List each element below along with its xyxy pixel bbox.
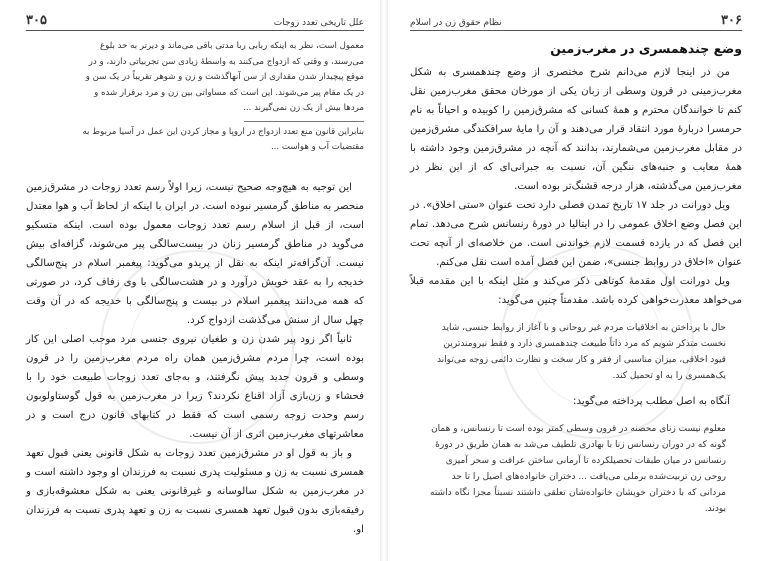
body-text-right (410, 63, 742, 517)
quote-line: مردانی که با دختران خویشان خانواده‌شان تعلقی داشتند نسبتاً مجزا نگاه داشته بودند. (430, 488, 726, 514)
footnote-line: مردها بیش از یک زن نمی‌گیرند ... (243, 103, 364, 113)
left-page (0, 0, 378, 561)
quote-line: معلوم نیست زنای محصنه در قرون وسطی کمتر بوده است تا رنسانس، و همان (431, 424, 726, 434)
quote-line: حال با پرداختن به اخلاقیات مردم غیر روحانی و با آغاز از روابط جنسی، شاید (441, 323, 726, 333)
running-title-left: علل تاریخی تعدد زوجات (273, 18, 364, 28)
block-quote-1 (430, 320, 726, 384)
paragraph: من در اینجا لازم می‌دانم شرح مختصری از وضع چندهمسری به شکل مغرب‌زمینی در قرون وسطی از زبان یکی از مورخان محقق مغرب‌زمین نقل کنم تا خوانندگان محترم و همهٔ کسانی که مشرق‌زمین را کوبیده و احیاناً به نام حرمسرا دربارهٔ مورد انتقاد قرار می‌دهند و آن را مایهٔ سرافکندگی مشرق‌زمین در مقابل مغرب‌زمین می‌شمارند، بدانند که آنچه در مشرق‌زمین وجود داشته با همهٔ معایب و جنبه‌های ننگین آن، نسبت به جبرانی‌ای که از این نظر در مغرب‌زمین می‌گذشته، هزار درجه قشنگ‌تر بوده است. (410, 67, 742, 192)
footnote-divider (244, 121, 364, 122)
footnote-line: می‌رسند، و وقتی که ازدواج می‌کنند به واسطهٔ زیادی سن تجربیاتی دارند، و در (88, 56, 364, 67)
paragraph: ویل دورانت اول مقدمهٔ کوتاهی ذکر می‌کند و مثل اینکه با این مقدمه قبلاً می‌خواهد معذرت‌خواهی کرده باشد. مقدمتاً چنین می‌گوید: (410, 276, 742, 306)
book-gutter (380, 0, 388, 561)
body-text-left (26, 178, 364, 539)
footnote-line: معمول است، نظر به اینکه ربابی ربا مدتی باقی می‌ماند و دیرتر به حد بلوغ (100, 41, 364, 51)
quote-line: روحی زن تربیت‌شده برملی می‌یافت ... دختران خانواده‌های اصیل را تا حد (451, 472, 726, 482)
paragraph: ویل دورانت در جلد ۱۷ تاریخ تمدن فصلی دارد تحت عنوان «ستی اخلاق». در این فصل وضع اخلاق عمومی را در ایتالیا در دورهٔ رنسانس شرح می‌دهد. تمام این فصل که در یازده قسمت لازم خواندنی است. من خلاصه‌ای از آنچه تحت عنوان «اخلاق در روابط جنسی»، ضمن این فصل آمده است نقل می‌کنم. (410, 200, 742, 268)
paragraph: ثانیاً اگر زود پیر شدن زن و طغیان نیروی جنسی مرد موجب اصلی این کار بوده است، چرا مردم مشرق‌زمین همان راه مردم مغرب‌زمین را در قرون وسطی و قرون جدید پیش نگرفتند، و به‌جای تعدد زوجات طبیعت خود را با فحشاء و زن‌بازی آزاد اقناع نکردند؟ زیرا در مغرب‌زمین به قول گوستاولوبون رسم وحدت زوجه رسمی است که فقط در کتابهای قانون درج است و در معاشرتهای مغرب‌زمین اثری از آن نیست. (26, 333, 364, 440)
footnote-block (26, 39, 364, 156)
footnote-line: موقع پیچیدار شدن مقداری از سن آنهاگذشت و زن و شوهر تقریباً در یک سن و (85, 72, 364, 82)
block-quote-2 (430, 421, 726, 517)
running-head-left (26, 10, 364, 31)
quote-line: رنسانس در میان طبقات تحصیلکرده تا آرمانی ساختن عرافت و سحر آمیزی (445, 456, 726, 466)
paragraph: و باز به قول او در مشرق‌زمین تعدد زوجات به شکل قانونی یعنی قبول تعهد همسری نسبت به زن و مسئولیت پدری نسبت به فرزندان او وجود داشته است و در مغرب‌زمین به شکل سالوسانه و غیرقانونی یعنی به شکل معشوقه‌بازی و رفیقه‌بازی بدون قبول تعهد همسری نسبت به زن و تعهد پدری نسبت به فرزندان او. (26, 447, 364, 535)
page-number-right: ۳۰۶ (721, 13, 742, 28)
quote-line: یک‌همسری را به او تحمیل کند. (612, 371, 726, 381)
quote-line: نخست متذکر شویم که مرد ذاتاً طبیعت چندهمسری دارد و فقط نیرومندترین (443, 339, 726, 349)
lead-in-line: آنگاه به اصل مطلب پرداخته می‌گوید: (573, 396, 730, 407)
footnote-line: بنابراین قانون منع تعدد ازدواج در اروپا و مجاز کردن این عمل در آسیا مربوط به (82, 126, 364, 137)
quote-line: گونه که در دوران رنسانس زنا با بهادری تلطیف می‌شد به همان طریق در دورهٔ (435, 440, 726, 450)
paragraph: این توجیه به هیچ‌وجه صحیح نیست، زیرا اولاً رسم تعدد زوجات در مشرق‌زمین منحصر به مناطق گرمسیر نبوده است. در ایران با اینکه از لحاظ آب و هوا معتدل است، از قبل از اسلام رسم تعدد زوجات معمول بوده است. اینکه متسکیو می‌گوید در مناطق گرمسیر زنان در بیست‌سالگی پیر می‌شوند، گزافه‌ای بیش نیست. آن‌گزافه‌تر اینکه به نقل از پریدو می‌گوید: پیغمبر اسلام در پنج‌سالگی خدیجه را به عقد خویش درآورد و در هشت‌سالگی با وی زفاف کرد، در صورتی که همه می‌دانند پیغمبر اسلام در بیست و پنج‌سالگی با خدیجه که در آن وقت چهل سال از سنش می‌گذشت ازدواج کرد. (26, 181, 364, 326)
footnote-line: در یک مقام پیر می‌شوند. این است که مساواتی بین زن و مرد برقرار شده و (94, 87, 364, 98)
running-head-right (410, 10, 742, 31)
page-number-left: ۳۰۵ (26, 13, 47, 28)
running-title-right: نظام حقوق زن در اسلام (410, 18, 502, 28)
section-title: وضع چندهمسری در مغرب‌زمین (550, 41, 742, 56)
quote-line: قیود اخلاقی، میزان مناسبی از فقر و کار سخت و نظارت دائمی زوجه می‌تواند (436, 355, 726, 365)
footnote-line: مقتضیات آب و هواست ... (270, 142, 364, 152)
right-page (390, 0, 768, 561)
